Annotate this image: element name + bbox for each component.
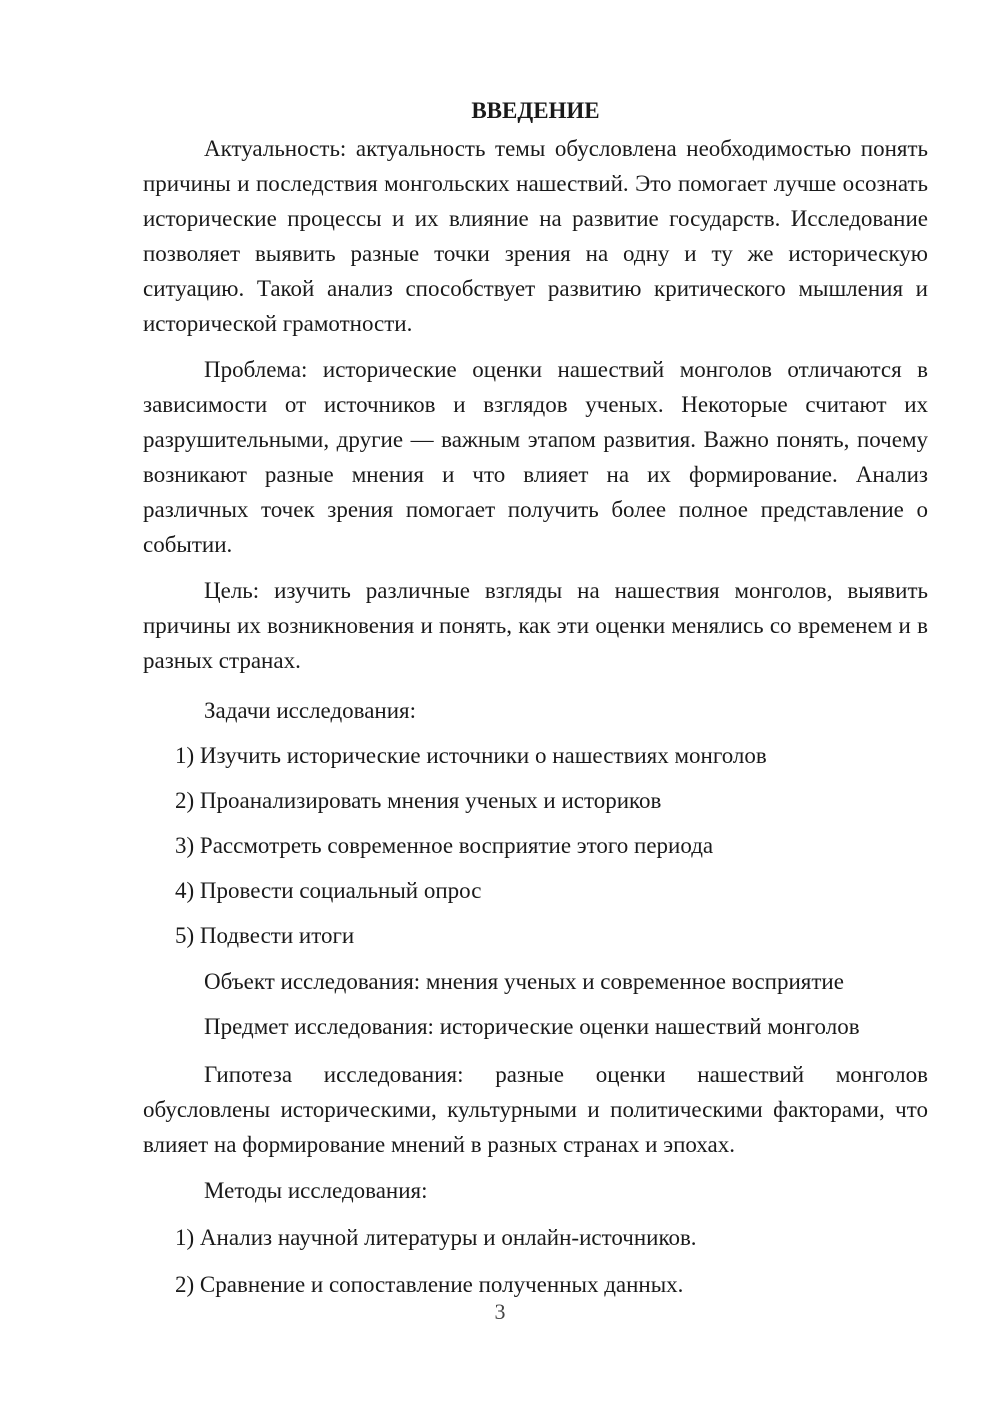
methods-section [143,1176,928,1300]
problem-paragraph: Проблема: исторические оценки нашествий монголов отличаются в зависимости от источников и взглядов ученых. Некоторые считают их разрушительными, другие — важным этапом развития. Важно понять, почему возникают разные мнения и что влияет на их формирование. Анализ различных точек зрения помогает получить более полное представление о событии. [143,357,928,557]
tasks-heading: Задачи исследования: [204,698,417,723]
object-line: Объект исследования: мнения ученых и современное восприятие [204,969,844,994]
hypothesis-paragraph: Гипотеза исследования: разные оценки нашествий монголов обусловлены историческими, культурными и политическими факторами, что влияет на формирование мнений в разных странах и эпохах. [143,1062,928,1157]
task-item: 1) Изучить исторические источники о нашествиях монголов [175,743,767,768]
subject-line: Предмет исследования: исторические оценки нашествий монголов [204,1014,860,1039]
method-item: 2) Сравнение и сопоставление полученных данных. [175,1272,684,1297]
task-item: 3) Рассмотреть современное восприятие этого периода [175,833,714,858]
task-item: 5) Подвести итоги [175,923,355,948]
methods-heading: Методы исследования: [204,1178,428,1203]
relevance-paragraph: Актуальность: актуальность темы обусловлена необходимостью понять причины и последствия монгольских нашествий. Это помогает лучше осознать исторические процессы и их влияние на развитие государств. Исследование позволяет выявить разные точки зрения на одну и ту же историческую ситуацию. Такой анализ способствует развитию критического мышления и исторической грамотности. [143,136,928,336]
task-item: 4) Провести социальный опрос [175,878,482,903]
method-item: 1) Анализ научной литературы и онлайн-источников. [175,1225,697,1250]
page-title: ВВЕДЕНИЕ [471,98,600,123]
page-number: 3 [494,1299,506,1324]
tasks-section [143,696,928,951]
goal-paragraph: Цель: изучить различные взгляды на нашествия монголов, выявить причины их возникновения и понять, как эти оценки менялись со временем и в разных странах. [143,578,928,673]
document-page [143,96,928,1300]
task-item: 2) Проанализировать мнения ученых и историков [175,788,662,813]
